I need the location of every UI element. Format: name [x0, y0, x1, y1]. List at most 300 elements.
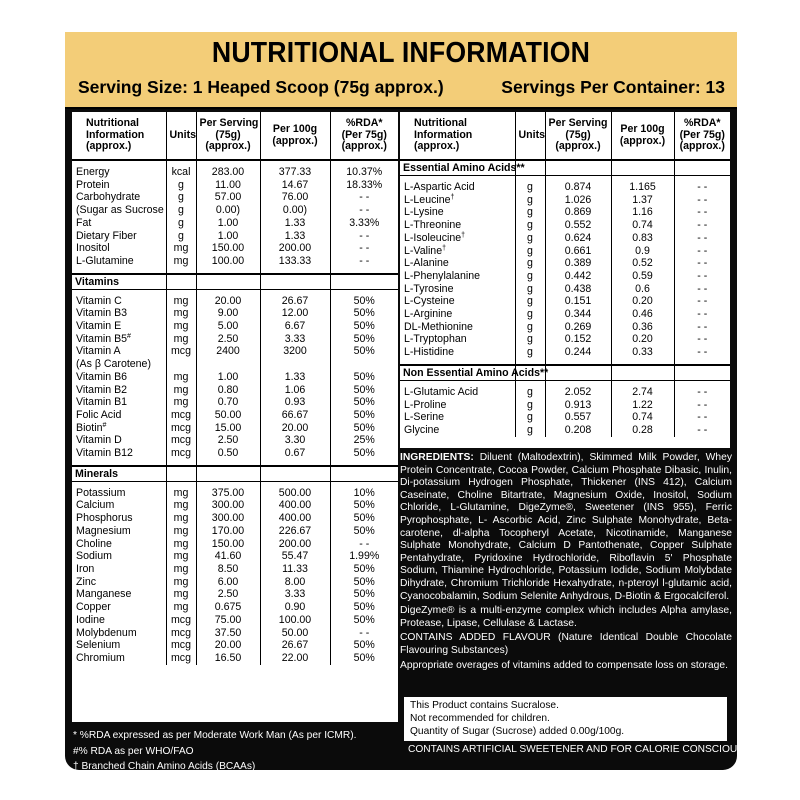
vitamins-section-heading	[72, 274, 398, 290]
rda-value: 50%	[330, 639, 398, 652]
rda-value: 25%	[330, 434, 398, 447]
table-header-row	[72, 112, 398, 160]
nutrient-name: Protein	[76, 178, 110, 191]
per-serving-value: 5.00	[196, 320, 260, 333]
per-100g-value: 3.33	[260, 333, 330, 346]
per-serving-value: 1.00	[196, 217, 260, 230]
per-100g-value: 76.00	[260, 191, 330, 204]
vitamin-row	[72, 396, 398, 409]
per-100g-value: 400.00	[260, 499, 330, 512]
per-serving-value: 50.00	[196, 409, 260, 422]
nutrient-name: Inositol	[76, 242, 110, 255]
per-serving-value: 0.675	[196, 601, 260, 614]
mineral-row	[72, 588, 398, 601]
left-nutrient-column	[72, 112, 398, 722]
per-serving-value: 283.00	[196, 166, 260, 179]
nutrient-name: Magnesium	[76, 524, 131, 537]
nutrient-name: Biotin#	[76, 421, 107, 434]
rda-value: 50%	[330, 409, 398, 422]
overages-note: Appropriate overages of vitamins added to compensate loss on storage.	[400, 659, 728, 671]
page-title: NUTRITIONAL INFORMATION	[211, 37, 591, 69]
per-serving-value: 0.442	[545, 270, 611, 283]
amino-acid-row	[400, 232, 730, 245]
per-100g-value: 6.67	[260, 320, 330, 333]
nutrient-unit: g	[515, 295, 545, 308]
section-cell	[196, 274, 260, 290]
nutrient-unit: mg	[166, 563, 196, 576]
per-serving-value: 0.913	[545, 399, 611, 412]
sucralose-line: This Product contains Sucralose.	[410, 700, 559, 711]
section-cell	[260, 466, 330, 482]
rda-value: - -	[674, 346, 730, 359]
nutrient-name: Iron	[76, 562, 95, 575]
nutrient-unit: g	[166, 179, 196, 192]
per-100g-value: 500.00	[260, 487, 330, 500]
rda-value: - -	[674, 270, 730, 283]
per-serving-value: 100.00	[196, 255, 260, 268]
section-cell	[611, 365, 674, 381]
nutrient-unit: mg	[166, 333, 196, 346]
per-100g-value: 226.67	[260, 525, 330, 538]
rda-value: 50%	[330, 614, 398, 627]
header-nutritional-info: Nutritional Information (approx.)	[400, 112, 515, 160]
nutrient-unit: mg	[166, 499, 196, 512]
per-100g-value: 1.33	[260, 371, 330, 384]
rda-value: 50%	[330, 345, 398, 358]
nutrient-unit: g	[515, 424, 545, 437]
rda-value: - -	[674, 181, 730, 194]
per-100g-value: 22.00	[260, 652, 330, 665]
label-header	[65, 32, 737, 109]
per-serving-value: 0.151	[545, 295, 611, 308]
per-serving-value: 0.552	[545, 219, 611, 232]
rda-value: 50%	[330, 512, 398, 525]
per-100g-value: 200.00	[260, 538, 330, 551]
nutrient-name: Dietary Fiber	[76, 229, 137, 242]
nutrient-unit: mcg	[166, 639, 196, 652]
nutrient-name: L-Alanine	[404, 257, 449, 270]
rda-value: 50%	[330, 384, 398, 397]
per-100g-value: 0.59	[611, 270, 674, 283]
per-100g-value: 0.90	[260, 601, 330, 614]
mineral-row	[72, 499, 398, 512]
vitamins-section-heading-label: Vitamins	[72, 274, 166, 290]
per-serving-value: 300.00	[196, 499, 260, 512]
per-serving-value: 1.00	[196, 230, 260, 243]
ingredients-section	[400, 452, 732, 671]
mineral-row	[72, 487, 398, 500]
per-serving-value: 41.60	[196, 550, 260, 563]
nutrient-name: L-Arginine	[404, 308, 453, 321]
rda-value: - -	[674, 386, 730, 399]
nutrient-name: Vitamin B12	[76, 447, 133, 460]
rda-value: - -	[330, 255, 398, 268]
section-cell	[674, 365, 730, 381]
rda-value: 50%	[330, 333, 398, 346]
per-100g-value: 0.00)	[260, 204, 330, 217]
amino-acid-row	[400, 181, 730, 194]
nutrient-name: L-Proline	[404, 398, 447, 411]
nutrient-unit: mg	[166, 576, 196, 589]
rda-value: 50%	[330, 295, 398, 308]
nutrient-name: Vitamin D	[76, 434, 122, 447]
amino-acid-table	[400, 112, 730, 437]
section-cell	[674, 160, 730, 176]
ingredients-text: Diluent (Maltodextrin), Skimmed Milk Powder, Whey Protein Concentrate, Cocoa Powder, Calcium Phosphate Dibasic, Inulin, Di-potassium Hydrogen Phosphate, Thickener (INS 412), Calcium Caseinate, Choline Bitartrate, Magnesium Oxide, Inositol, Sodium Chloride, L-Glutamine, DigeZyme®, Sweetener (INS 955), Ferric Pyrophosphate, L- Ascorbic Acid, Zinc Sulphate Monohydrate, Beta-carotene, dl-alpha Tocopheryl Acetate, Nicotinamide, Manganese Sulphate Monohydrate, Calcium D Pantothenate, Copper Sulphate Pentahydrate, Pyridoxine Hydrochloride, Riboflavin 5' Phosphate Sodium, Thiamine Hydrochloride, Potassium Iodide, Sodium Molybdate Dihydrate, Chromium Trichloride Hexahydrate, n-pteroyl l-glutamic acid, Cyanocobalamin, Sodium Selenite Anhydrous, D-Biotin & Ergocalciferol.	[400, 452, 732, 602]
vitamin-row	[72, 371, 398, 384]
nutrient-unit: g	[166, 204, 196, 217]
mineral-row	[72, 525, 398, 538]
rda-value: 3.33%	[330, 217, 398, 230]
amino-acid-row	[400, 257, 730, 270]
amino-acid-row	[400, 411, 730, 424]
per-serving-value: 1.026	[545, 194, 611, 207]
rda-value	[330, 358, 398, 371]
nutrient-unit: g	[515, 399, 545, 412]
rda-value: - -	[674, 245, 730, 258]
per-100g-value: 12.00	[260, 307, 330, 320]
mineral-row	[72, 576, 398, 589]
nutrient-unit: mcg	[166, 652, 196, 665]
rda-value: - -	[674, 295, 730, 308]
per-serving-value: 0.00)	[196, 204, 260, 217]
nutrient-unit: mg	[166, 255, 196, 268]
ingredients-label: INGREDIENTS:	[400, 452, 474, 463]
rda-value: - -	[674, 333, 730, 346]
nutrient-name: Fat	[76, 216, 92, 229]
header-per-100g: Per 100g (approx.)	[611, 112, 674, 160]
nutrient-unit: mcg	[166, 447, 196, 460]
rda-value: 18.33%	[330, 179, 398, 192]
amino-acid-row	[400, 399, 730, 412]
per-serving-value: 1.00	[196, 371, 260, 384]
nutrient-unit: mg	[166, 307, 196, 320]
per-100g-value: 0.52	[611, 257, 674, 270]
vitamin-row	[72, 307, 398, 320]
nutrient-name: L-Leucine†	[404, 193, 455, 206]
nutrient-name: L-Histidine	[404, 346, 455, 359]
amino-acid-row	[400, 283, 730, 296]
per-100g-value: 0.67	[260, 447, 330, 460]
nutrient-unit: g	[515, 219, 545, 232]
rda-value: 50%	[330, 576, 398, 589]
nutrient-name: Vitamin C	[76, 294, 122, 307]
per-100g-value: 0.6	[611, 283, 674, 296]
nutrient-name: L-Tryptophan	[404, 333, 467, 346]
per-100g-value: 50.00	[260, 627, 330, 640]
per-100g-value: 20.00	[260, 422, 330, 435]
nutrient-name: Molybdenum	[76, 626, 137, 639]
superscript-mark: #	[127, 332, 131, 340]
nutrient-row	[72, 242, 398, 255]
nutrient-unit: g	[515, 333, 545, 346]
per-100g-value: 1.37	[611, 194, 674, 207]
rda-value: 50%	[330, 525, 398, 538]
per-serving-value: 0.80	[196, 384, 260, 397]
minerals-section-heading-label: Minerals	[72, 466, 166, 482]
per-serving-value: 75.00	[196, 614, 260, 627]
nutrient-name: Vitamin B3	[76, 307, 128, 320]
nutrient-name: Carbohydrate	[76, 191, 141, 204]
per-100g-value: 1.165	[611, 181, 674, 194]
superscript-mark: †	[450, 193, 455, 201]
per-100g-value: 0.28	[611, 424, 674, 437]
per-100g-value: 1.33	[260, 230, 330, 243]
nutrient-unit: mcg	[166, 614, 196, 627]
superscript-mark: #	[102, 421, 107, 429]
per-serving-value: 0.389	[545, 257, 611, 270]
per-100g-value: 100.00	[260, 614, 330, 627]
mineral-row	[72, 652, 398, 665]
rda-value: 50%	[330, 563, 398, 576]
nutrient-name: L-Phenylalanine	[404, 269, 480, 282]
per-serving-value: 6.00	[196, 576, 260, 589]
nutrient-unit: mcg	[166, 409, 196, 422]
per-serving-value: 0.208	[545, 424, 611, 437]
nutrient-name: Vitamin B1	[76, 396, 128, 409]
rda-value: 50%	[330, 601, 398, 614]
amino-acid-row	[400, 424, 730, 437]
rda-value: 1.99%	[330, 550, 398, 563]
nutrient-name: Energy	[76, 166, 110, 178]
superscript-mark: †	[461, 231, 466, 239]
section-cell	[545, 160, 611, 176]
rda-value: 50%	[330, 447, 398, 460]
superscript-mark: †	[442, 244, 446, 252]
per-serving-value: 150.00	[196, 538, 260, 551]
section-cell	[260, 274, 330, 290]
nutrient-unit: g	[515, 232, 545, 245]
amino-acid-row	[400, 333, 730, 346]
rda-value: - -	[330, 627, 398, 640]
section-cell	[166, 274, 196, 290]
nutrient-name: Vitamin A	[76, 345, 121, 358]
amino-acid-row	[400, 321, 730, 334]
footnotes	[73, 728, 399, 790]
nutrient-unit: g	[166, 230, 196, 243]
per-100g-value: 14.67	[260, 179, 330, 192]
per-serving-value: 0.869	[545, 206, 611, 219]
sucralose-box	[404, 697, 727, 741]
rda-value: - -	[674, 257, 730, 270]
per-100g-value: 1.06	[260, 384, 330, 397]
per-100g-value: 1.22	[611, 399, 674, 412]
nutrient-unit: mg	[166, 320, 196, 333]
per-100g-value: 377.33	[260, 166, 330, 179]
rda-value: - -	[330, 204, 398, 217]
per-100g-value: 26.67	[260, 295, 330, 308]
amino-acid-row	[400, 194, 730, 207]
nutrient-name: DL-Methionine	[404, 320, 473, 333]
per-100g-value: 3.33	[260, 588, 330, 601]
rda-value: 50%	[330, 422, 398, 435]
nutrient-name: Vitamin B6	[76, 370, 128, 383]
nutrient-name: Copper	[76, 601, 111, 614]
nutrient-unit: mcg	[166, 345, 196, 358]
nutrient-name: L-Isoleucine†	[404, 231, 466, 244]
nutrient-row	[72, 191, 398, 204]
vitamin-row	[72, 384, 398, 397]
rda-value: - -	[330, 242, 398, 255]
nutrient-unit: mcg	[166, 422, 196, 435]
per-serving-value: 8.50	[196, 563, 260, 576]
per-100g-value: 400.00	[260, 512, 330, 525]
nutrient-name: Choline	[76, 537, 112, 550]
nutrient-unit: mcg	[166, 627, 196, 640]
nutrient-unit: g	[515, 346, 545, 359]
section-cell	[166, 466, 196, 482]
rda-value: 50%	[330, 371, 398, 384]
per-100g-value: 0.83	[611, 232, 674, 245]
per-serving-value: 2400	[196, 345, 260, 358]
right-amino-column	[400, 112, 730, 448]
nutrient-row	[72, 166, 398, 179]
nutrient-name: L-Glutamine	[76, 254, 134, 267]
per-100g-value: 0.46	[611, 308, 674, 321]
nutrient-unit: g	[515, 181, 545, 194]
per-serving-value	[196, 358, 260, 371]
rda-value: 10.37%	[330, 166, 398, 179]
rda-value: 50%	[330, 396, 398, 409]
nutrient-row	[72, 255, 398, 268]
digezyme-note: DigeZyme® is a multi-enzyme complex which includes Alpha amylase, Protease, Lipase, Cellulase & Lactase.	[400, 605, 732, 629]
mineral-row	[72, 627, 398, 640]
per-serving-value: 0.661	[545, 245, 611, 258]
mineral-row	[72, 601, 398, 614]
per-100g-value: 8.00	[260, 576, 330, 589]
nutrient-unit: g	[515, 386, 545, 399]
nutrient-name: (As β Carotene)	[76, 358, 151, 371]
per-100g-value: 200.00	[260, 242, 330, 255]
mineral-row	[72, 538, 398, 551]
vitamin-row	[72, 295, 398, 308]
mineral-row	[72, 563, 398, 576]
amino-acid-row	[400, 346, 730, 359]
header-per-serving: Per Serving (75g) (approx.)	[196, 112, 260, 160]
header-rda: %RDA* (Per 75g) (approx.)	[330, 112, 398, 160]
nutrient-name: (Sugar as Sucrose	[76, 204, 164, 217]
mineral-row	[72, 639, 398, 652]
rda-value: 50%	[330, 652, 398, 665]
nutrient-row	[72, 204, 398, 217]
per-serving-value: 0.269	[545, 321, 611, 334]
nutrient-name: L-Valine†	[404, 244, 446, 257]
vitamin-row	[72, 333, 398, 346]
per-serving-value: 170.00	[196, 525, 260, 538]
mineral-row	[72, 614, 398, 627]
per-serving-value: 0.70	[196, 396, 260, 409]
per-serving-value: 0.344	[545, 308, 611, 321]
per-serving-value: 2.50	[196, 434, 260, 447]
per-100g-value: 0.20	[611, 333, 674, 346]
nutrient-name: L-Threonine	[404, 219, 462, 232]
rda-value: - -	[674, 321, 730, 334]
nutrient-unit: mg	[166, 538, 196, 551]
nutrient-unit: g	[515, 308, 545, 321]
header-per-serving: Per Serving (75g) (approx.)	[545, 112, 611, 160]
nutrient-name: Vitamin B2	[76, 383, 128, 396]
rda-value: - -	[674, 424, 730, 437]
per-100g-value: 0.33	[611, 346, 674, 359]
nutrient-name: L-Lysine	[404, 206, 444, 219]
nutrient-unit: g	[166, 217, 196, 230]
rda-value: - -	[330, 191, 398, 204]
nutrient-row	[72, 230, 398, 243]
nutrient-name: Chromium	[76, 651, 125, 664]
nutrient-name: Selenium	[76, 639, 121, 652]
header-units: Units	[515, 112, 545, 160]
header-rda: %RDA* (Per 75g) (approx.)	[674, 112, 730, 160]
nutrient-unit: g	[515, 321, 545, 334]
section-cell	[545, 365, 611, 381]
per-100g-value: 0.93	[260, 396, 330, 409]
rda-value: - -	[674, 399, 730, 412]
per-100g-value: 66.67	[260, 409, 330, 422]
per-serving-value: 15.00	[196, 422, 260, 435]
per-100g-value: 1.16	[611, 206, 674, 219]
per-100g-value: 0.74	[611, 219, 674, 232]
nutrient-row	[72, 179, 398, 192]
nutrient-name: Glycine	[404, 423, 440, 436]
nutrient-unit: mg	[166, 550, 196, 563]
per-100g-value	[260, 358, 330, 371]
flavour-note: CONTAINS ADDED FLAVOUR (Nature Identical Double Chocolate Flavouring Substances)	[400, 632, 732, 656]
header-nutritional-info: Nutritional Information (approx.)	[72, 112, 166, 160]
rda-value: - -	[674, 308, 730, 321]
footnote-rda: * %RDA expressed as per Moderate Work Man (As per ICMR).	[73, 730, 357, 741]
nutrient-unit: mg	[166, 242, 196, 255]
nutrient-table-left	[72, 112, 398, 665]
rda-value: - -	[674, 411, 730, 424]
nutrient-unit: mg	[166, 588, 196, 601]
nutrition-label-panel	[65, 32, 745, 788]
footnote-amino: ** Amino Acid Profile is based on Protein	[73, 776, 256, 788]
rda-value: - -	[674, 232, 730, 245]
nutrient-unit: g	[515, 283, 545, 296]
essential-amino-heading	[400, 160, 730, 176]
rda-value: - -	[674, 194, 730, 207]
header-units: Units	[166, 112, 196, 160]
serving-size: Serving Size: 1 Heaped Scoop (75g approx.)	[78, 77, 444, 97]
nutrient-unit: kcal	[166, 166, 196, 179]
nutrient-unit: mg	[166, 601, 196, 614]
amino-acid-row	[400, 206, 730, 219]
servings-per-container: Servings Per Container: 13	[501, 77, 725, 97]
vitamin-row	[72, 358, 398, 371]
amino-acid-row	[400, 386, 730, 399]
nutrient-name: L-Serine	[404, 411, 445, 424]
non-essential-amino-heading-label: Non Essential Amino Acids**	[400, 365, 515, 381]
nutrient-unit: g	[515, 411, 545, 424]
per-serving-value: 0.624	[545, 232, 611, 245]
nutrient-name: Potassium	[76, 486, 126, 499]
nutrient-name: Sodium	[76, 550, 112, 563]
rda-value: - -	[674, 206, 730, 219]
per-serving-value: 300.00	[196, 512, 260, 525]
nutrient-name: Vitamin B5#	[76, 332, 131, 345]
footnote-bcaa: † Branched Chain Amino Acids (BCAAs)	[73, 761, 256, 772]
section-cell	[330, 274, 398, 290]
amino-acid-row	[400, 308, 730, 321]
per-100g-value: 0.74	[611, 411, 674, 424]
vitamin-row	[72, 320, 398, 333]
per-serving-value: 0.50	[196, 447, 260, 460]
per-100g-value: 0.20	[611, 295, 674, 308]
per-serving-value: 0.244	[545, 346, 611, 359]
per-serving-value: 0.874	[545, 181, 611, 194]
amino-acid-row	[400, 295, 730, 308]
rda-value: - -	[674, 283, 730, 296]
